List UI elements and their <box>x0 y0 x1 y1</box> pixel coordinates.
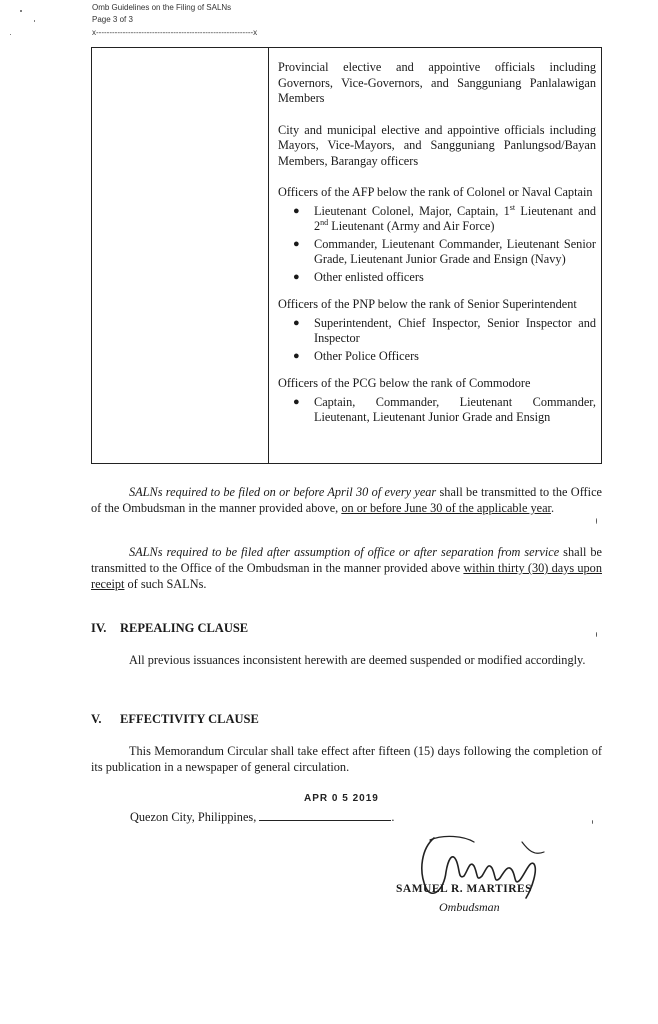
list-item: ● Other enlisted officers <box>293 269 424 284</box>
pnp-title: Officers of the PNP below the rank of Senior Superintendent <box>278 297 577 311</box>
signatory-title: Ombudsman <box>439 900 500 914</box>
list-item: ● Other Police Officers <box>293 348 419 363</box>
afp-title: Officers of the AFP below the rank of Colonel or Naval Captain <box>278 185 593 199</box>
scan-speck <box>10 34 11 35</box>
date-stamp: APR 0 5 2019 <box>304 793 379 804</box>
column-divider <box>268 48 269 463</box>
signatory-name: SAMUEL R. MARTIRES <box>396 883 533 895</box>
scan-speck <box>596 632 597 637</box>
afp-group <box>278 185 596 285</box>
page-number: Page 3 of 3 <box>92 15 133 24</box>
section-heading-effectivity: V. EFFECTIVITY CLAUSE <box>91 712 259 726</box>
provincial-officials: Provincial elective and appointive officials including Governors, Vice-Governors, and Sangguniang Panlalawigan Members <box>278 60 596 105</box>
repealing-clause-body: All previous issuances inconsistent herewith are deemed suspended or modified accordingly. <box>129 653 586 667</box>
paragraph-assumption-saln: SALNs required to be filed after assumption of office or after separation from service shall be transmitted to the Office of the Ombudsman in the manner provided above within thirty (30) days upon receipt of such SALNs. <box>91 545 602 591</box>
place-line: Quezon City, Philippines, . <box>130 810 395 824</box>
date-blank <box>259 808 391 821</box>
pnp-group <box>278 297 596 364</box>
officials-cell <box>278 60 596 438</box>
section-heading-repealing: IV. REPEALING CLAUSE <box>91 621 249 635</box>
document-title: Omb Guidelines on the Filing of SALNs <box>92 3 232 12</box>
city-municipal-officials: City and municipal elective and appointive officials including Mayors, Vice-Mayors, and Sangguniang Panlungsod/Bayan Members, Barangay officers <box>278 122 596 168</box>
list-item: ● Commander, Lieutenant Commander, Lieutenant Senior Grade, Lieutenant Junior Grade and Ensign (Navy) <box>293 236 596 266</box>
cut-line: x-----------------------------------------------------------x <box>92 28 258 37</box>
pcg-title: Officers of the PCG below the rank of Commodore <box>278 376 531 390</box>
scan-speck <box>592 820 593 824</box>
pnp-list <box>278 316 596 365</box>
scan-speck <box>34 20 35 22</box>
list-item: ● Lieutenant Colonel, Major, Captain, 1st Lieutenant and 2nd Lieutenant (Army and Air Force) <box>293 202 596 233</box>
effectivity-clause-body: This Memorandum Circular shall take effect after fifteen (15) days following the completion of its publication in a newspaper of general circulation. <box>91 744 602 774</box>
list-item: ● Captain, Commander, Lieutenant Commander, Lieutenant, Lieutenant Junior Grade and Ensign <box>293 394 596 424</box>
pcg-list <box>278 395 596 426</box>
scan-speck <box>20 10 22 12</box>
list-item: ● Superintendent, Chief Inspector, Senior Inspector and Inspector <box>293 315 596 345</box>
afp-list <box>278 204 596 286</box>
paragraph-annual-saln: SALNs required to be filed on or before April 30 of every year shall be transmitted to the Office of the Ombudsman in the manner provided above, on or before June 30 of the applicable year. <box>91 485 602 515</box>
pcg-group <box>278 376 596 426</box>
scan-speck <box>596 518 597 524</box>
officials-table <box>91 47 602 464</box>
